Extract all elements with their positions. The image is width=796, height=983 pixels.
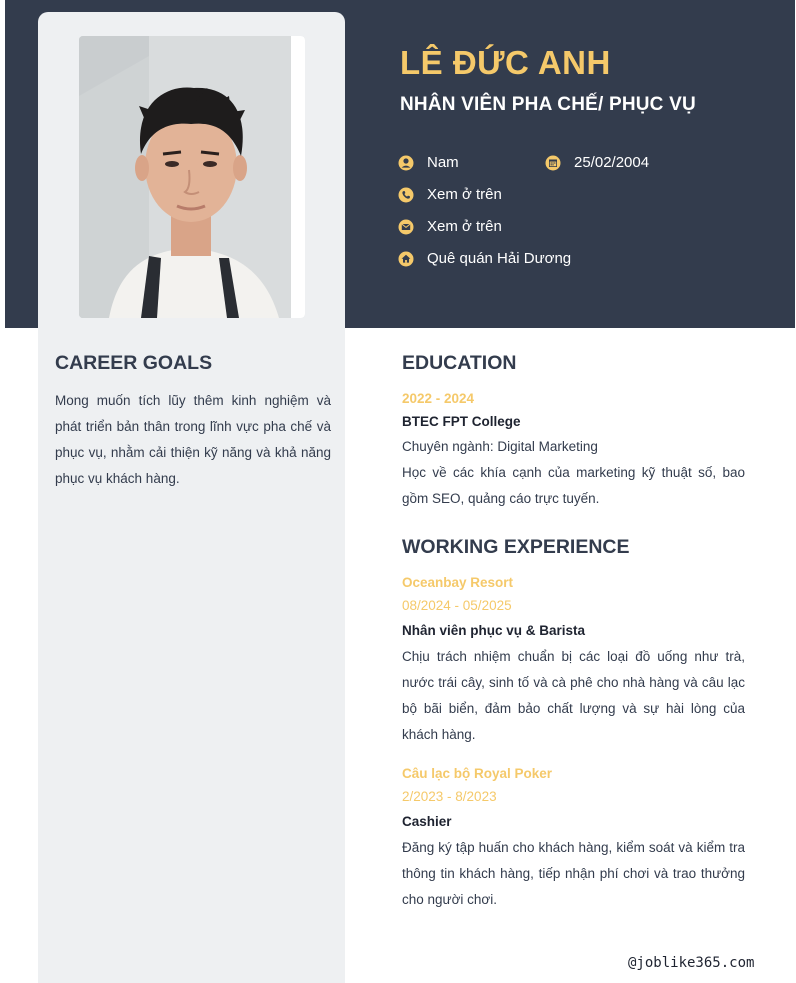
phone-info bbox=[398, 186, 502, 203]
job-2-company: Câu lạc bộ Royal Poker bbox=[402, 766, 553, 781]
user-icon bbox=[398, 155, 414, 171]
birthdate-info bbox=[545, 154, 649, 171]
job-1-company: Oceanbay Resort bbox=[402, 575, 514, 590]
calendar-icon bbox=[545, 155, 561, 171]
birthdate-value: 25/02/2004 bbox=[574, 154, 650, 171]
phone-icon bbox=[398, 187, 414, 203]
job-2-role: Cashier bbox=[402, 814, 452, 829]
candidate-name: LÊ ĐỨC ANH bbox=[400, 44, 611, 81]
mail-icon bbox=[398, 219, 414, 235]
gender-info bbox=[398, 154, 459, 171]
career-goals-text: Mong muốn tích lũy thêm kinh nghiệm và phát triển bản thân trong lĩnh vực pha chế và phục vụ, nhằm cải thiện kỹ năng và khả năng phục vụ khách hàng. bbox=[55, 393, 331, 486]
job-2-description: Đăng ký tập huấn cho khách hàng, kiểm soát và kiểm tra thông tin khách hàng, tiếp nhận phí chơi và trao thưởng cho người chơi. bbox=[402, 840, 745, 907]
email-info bbox=[398, 218, 502, 235]
email-value: Xem ở trên bbox=[427, 218, 502, 235]
hometown-info bbox=[398, 250, 571, 267]
education-description: Học về các khía cạnh của marketing kỹ thuật số, bao gồm SEO, quảng cáo trực tuyến. bbox=[402, 465, 745, 506]
watermark: @joblike365.com bbox=[628, 955, 755, 971]
job-1-description: Chịu trách nhiệm chuẩn bị các loại đồ uống như trà, nước trái cây, sinh tố và cà phê cho nhà hàng và câu lạc bộ bãi biển, đảm bảo chất lượng và sự hài lòng của khách hàng. bbox=[402, 649, 745, 742]
gender-value: Nam bbox=[427, 154, 459, 171]
education-period: 2022 - 2024 bbox=[402, 391, 475, 406]
job-2-period: 2/2023 - 8/2023 bbox=[402, 789, 497, 804]
education-school: BTEC FPT College bbox=[402, 414, 521, 429]
phone-value: Xem ở trên bbox=[427, 186, 502, 203]
profile-photo bbox=[79, 36, 305, 318]
career-goals-title: CAREER GOALS bbox=[55, 352, 213, 374]
home-icon bbox=[398, 251, 414, 267]
job-1-period: 08/2024 - 05/2025 bbox=[402, 598, 512, 613]
education-major: Chuyên ngành: Digital Marketing bbox=[402, 439, 598, 454]
hometown-value: Quê quán Hải Dương bbox=[427, 250, 572, 267]
job-1-role: Nhân viên phục vụ & Barista bbox=[402, 623, 586, 638]
job-title: NHÂN VIÊN PHA CHẾ/ PHỤC VỤ bbox=[400, 94, 696, 115]
education-title: EDUCATION bbox=[402, 352, 517, 374]
experience-title: WORKING EXPERIENCE bbox=[402, 536, 630, 558]
